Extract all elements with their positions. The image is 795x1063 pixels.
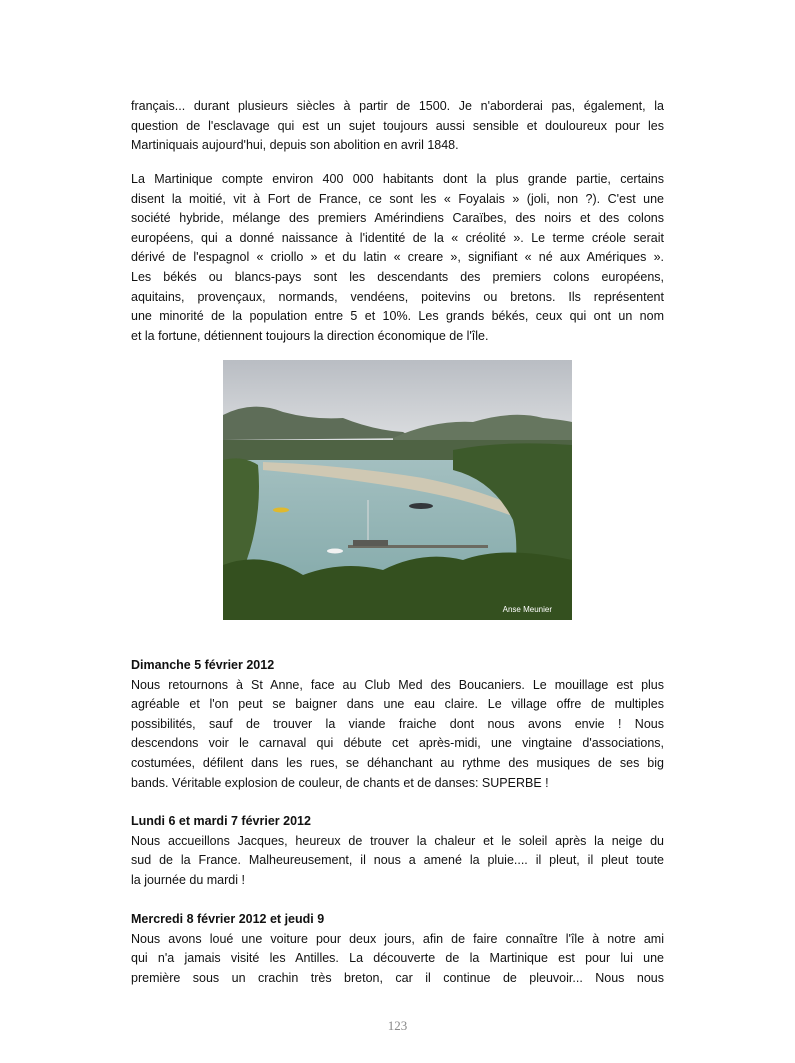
section-mercredi [131, 910, 664, 988]
dinghy [327, 549, 343, 554]
text-line: et la fortune, détiennent toujours la direction économique de l'île. [131, 328, 489, 343]
text-line: Nous retournons à St Anne, face au Club Med des Boucaniers. Le mouillage est plus [131, 677, 664, 692]
text-line: agréable et l'on peut se baigner dans une eau claire. Le village offre de multiples [131, 697, 664, 712]
text-line: bands. Véritable explosion de couleur, de chants et de danses: SUPERBE ! [131, 775, 549, 790]
text-line: Nous accueillons Jacques, heureux de trouver la chaleur et le soleil après la neige du [131, 833, 664, 848]
text-line: descendons voir le carnaval qui débute cet après-midi, une vingtaine d'associations, [131, 736, 664, 751]
photo-caption: Anse Meunier [502, 605, 552, 614]
text-line: européens, qui a donné naissance à l'identité de la « créolité ». Le terme créole serait [131, 230, 664, 245]
text-line: Les békés ou blancs-pays sont les descendants des premiers colons européens, [131, 269, 664, 284]
text-line: Nous avons loué une voiture pour deux jours, afin de faire connaître l'île à notre ami [131, 931, 664, 946]
paragraph-population [131, 170, 664, 346]
text-line: société hybride, mélange des premiers Amérindiens Caraïbes, des noirs et des colons [131, 211, 664, 226]
boat [409, 503, 433, 509]
small-boat [273, 508, 289, 513]
bay-photo-illustration [223, 360, 572, 620]
text-line: La Martinique compte environ 400 000 habitants dont la plus grande partie, certains [131, 172, 664, 186]
text-line: français... durant plusieurs siècles à partir de 1500. Je n'aborderai pas, également, la [131, 99, 664, 113]
pier-hut [353, 540, 388, 546]
text-line: qui n'a jamais visité les Antilles. La découverte de la Martinique est pour lui une [131, 951, 664, 966]
section-heading: Lundi 6 et mardi 7 février 2012 [131, 814, 311, 828]
text-line: costumées, défilent dans les rues, se déhanchant au rythme des musiques de ses big [131, 755, 664, 770]
text-line: sud de la France. Malheureusement, il nous a amené la pluie.... il pleut, il pleut toute [131, 853, 664, 868]
text-line: possibilités, sauf de trouver la viande fraiche dont nous avons envie ! Nous [131, 716, 664, 731]
paragraph-history [131, 97, 664, 156]
text-line: première sous un crachin très breton, car il continue de pleuvoir... Nous nous [131, 970, 664, 985]
text-line: la journée du mardi ! [131, 872, 245, 887]
text-line: aquitains, provençaux, normands, vendéens, poitevins ou bretons. Ils représentent [131, 289, 664, 304]
page-number: 123 [387, 1018, 408, 1033]
section-dimanche [131, 656, 664, 793]
bay-photo [223, 360, 572, 620]
section-heading: Mercredi 8 février 2012 et jeudi 9 [131, 912, 325, 926]
text-line: question de l'esclavage qui est un sujet toujours aussi sensible et douloureux pour les [131, 118, 664, 133]
text-line: Martiniquais aujourd'hui, depuis son abolition en avril 1848. [131, 138, 459, 153]
text-line: disent la moitié, vit à Fort de France, ce sont les « Foyalais » (joli, non ?). C'est une [131, 191, 664, 206]
text-line: une minorité de la population entre 5 et 10%. Les grands békés, ceux qui ont un nom [131, 309, 664, 324]
section-lundi [131, 812, 664, 890]
text-line: dérivé de l'espagnol « criollo » et du latin « creare », signifiant « né aux Amériques ». [131, 250, 664, 265]
section-heading: Dimanche 5 février 2012 [131, 658, 275, 672]
